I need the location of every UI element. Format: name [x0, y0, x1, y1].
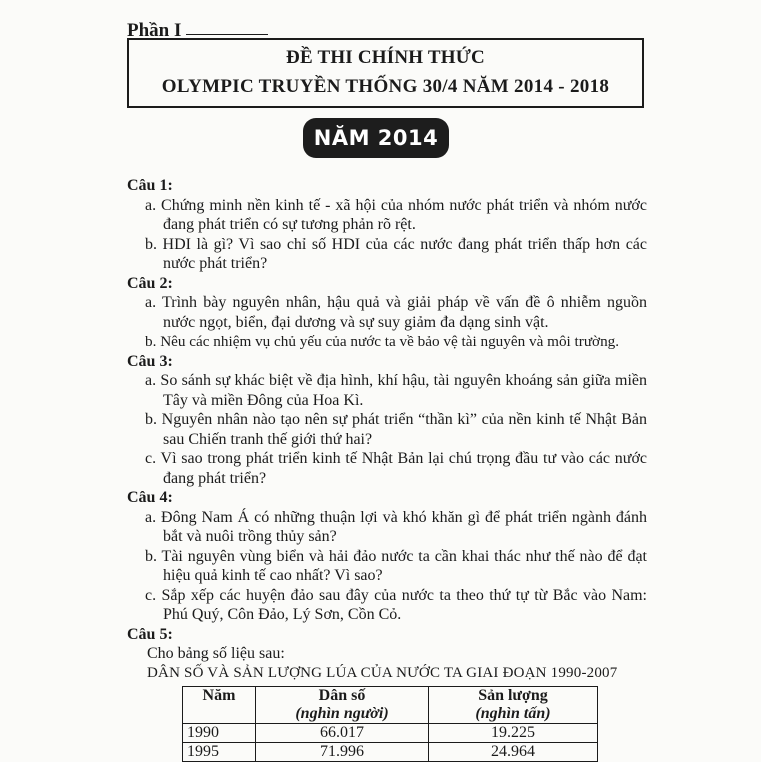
title-line-2: OLYMPIC TRUYỀN THỐNG 30/4 NĂM 2014 - 2018 — [129, 76, 642, 98]
header-output-unit: (nghìn tấn) — [433, 705, 593, 723]
title-box — [127, 38, 644, 108]
questions-content — [127, 176, 647, 762]
table-header-row — [183, 687, 598, 724]
cell-year: 1995 — [183, 743, 256, 762]
cell-population: 71.996 — [256, 743, 429, 762]
question-item: c. Sắp xếp các huyện đảo sau đây của nước ta theo thứ tự từ Bắc vào Nam: Phú Quý, Côn Đảo, Lý Sơn, Cồn Cỏ. — [127, 586, 647, 625]
question-label: Câu 3: — [127, 352, 647, 372]
table-row — [183, 743, 598, 762]
cell-year: 1990 — [183, 724, 256, 743]
header-population-label: Dân số — [319, 687, 366, 704]
data-table — [182, 686, 598, 762]
question-label: Câu 2: — [127, 274, 647, 294]
question-item: b. HDI là gì? Vì sao chỉ số HDI của các nước đang phát triển thấp hơn các nước phát triển? — [127, 235, 647, 274]
header-year-label: Năm — [203, 687, 236, 704]
question-4 — [127, 488, 647, 625]
question-item: c. Vì sao trong phát triển kinh tế Nhật Bản lại chú trọng đầu tư vào các nước đang phát triển? — [127, 449, 647, 488]
question-3 — [127, 352, 647, 489]
question-label: Câu 1: — [127, 176, 647, 196]
title-line-1: ĐỀ THI CHÍNH THỨC — [129, 47, 642, 69]
cell-output: 19.225 — [429, 724, 598, 743]
question-item: a. So sánh sự khác biệt về địa hình, khí hậu, tài nguyên khoáng sản giữa miền Tây và miền Đông của Hoa Kì. — [127, 371, 647, 410]
question-item: a. Đông Nam Á có những thuận lợi và khó khăn gì để phát triển ngành đánh bắt và nuôi trồng thủy sản? — [127, 508, 647, 547]
header-population-unit: (nghìn người) — [260, 705, 424, 723]
question-1 — [127, 176, 647, 274]
question-5 — [127, 625, 647, 762]
question-item: b. Nguyên nhân nào tạo nên sự phát triển “thần kì” của nền kinh tế Nhật Bản sau Chiến tranh thế giới thứ hai? — [127, 410, 647, 449]
header-output — [429, 687, 598, 724]
cell-output: 24.964 — [429, 743, 598, 762]
question-item: b. Tài nguyên vùng biển và hải đảo nước ta cần khai thác như thế nào để đạt hiệu quả kinh tế cao nhất? Vì sao? — [127, 547, 647, 586]
header-output-label: Sản lượng — [478, 687, 548, 704]
question-item: b. Nêu các nhiệm vụ chủ yếu của nước ta về bảo vệ tài nguyên và môi trường. — [127, 332, 647, 352]
header-year — [183, 687, 256, 724]
question-label: Câu 5: — [127, 625, 647, 645]
question-item: a. Chứng minh nền kinh tế - xã hội của nhóm nước phát triển và nhóm nước đang phát triển có sự tương phản rõ rệt. — [127, 196, 647, 235]
question-label: Câu 4: — [127, 488, 647, 508]
table-intro: Cho bảng số liệu sau: — [127, 644, 647, 664]
question-item: a. Trình bày nguyên nhân, hậu quả và giải pháp về vấn đề ô nhiễm nguồn nước ngọt, biển, đại dương và sự suy giảm đa dạng sinh vật. — [127, 293, 647, 332]
part-label: Phần I — [127, 20, 181, 42]
table-row — [183, 724, 598, 743]
year-badge: NĂM 2014 — [303, 118, 449, 158]
header-population — [256, 687, 429, 724]
cell-population: 66.017 — [256, 724, 429, 743]
question-2 — [127, 274, 647, 352]
table-title: DÂN SỐ VÀ SẢN LƯỢNG LÚA CỦA NƯỚC TA GIAI ĐOẠN 1990-2007 — [127, 664, 647, 684]
part-rule — [186, 34, 268, 35]
